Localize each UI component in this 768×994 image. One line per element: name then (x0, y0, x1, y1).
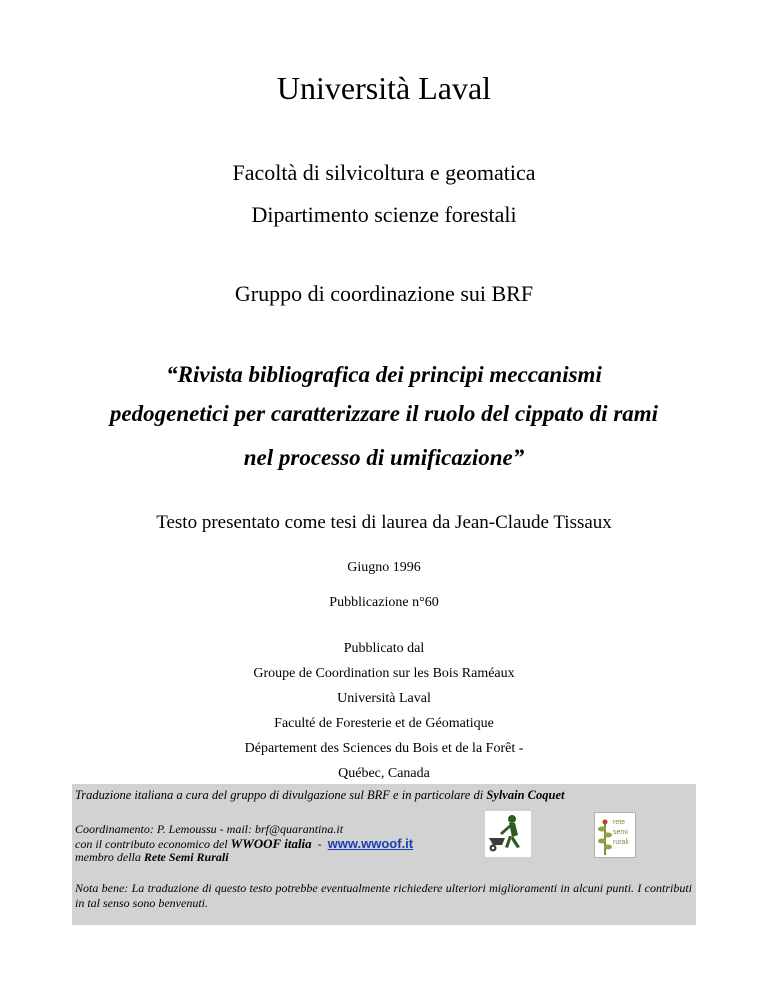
group-name: Gruppo di coordinazione sui BRF (234, 281, 534, 306)
translation-credit: Traduzione italiana a cura del gruppo di divulgazione sul BRF e in particolare di Sylvain Coquet (75, 788, 565, 802)
university-title: Università Laval (276, 70, 492, 106)
document-title-line-2: pedogenetici per caratterizzare il ruolo del cippato di rami (109, 401, 659, 426)
publisher-line: Groupe de Coordination sur les Bois Raméaux (253, 666, 515, 681)
wwoof-name: WWOOF italia (230, 836, 312, 851)
network-name: Rete Semi Rurali (143, 850, 229, 864)
document-title-line-1: “Rivista bibliografica dei principi meccanismi (166, 362, 602, 387)
translator-name: Sylvain Coquet (486, 788, 565, 802)
contribution-line: con il contributo economico del WWOOF italia - www.wwoof.it (75, 836, 414, 851)
document-title-line-3: nel processo di umificazione” (243, 445, 525, 470)
translation-footer-box (72, 784, 696, 925)
coordination-line: Coordinamento: P. Lemoussu - mail: brf@quarantina.it (75, 822, 344, 836)
publisher-line: Faculté de Foresterie et de Géomatique (274, 716, 494, 731)
faculty-name: Facoltà di silvicoltura e geomatica (232, 160, 536, 185)
membership-line: membro della Rete Semi Rurali (75, 850, 229, 864)
translation-note: Nota bene: La traduzione di questo testo potrebbe eventualmente richiedere ulteriori miglioramenti in alcuni punti. I contributi in tal senso sono benvenuti. (75, 881, 692, 910)
rete-semi-rurali-logo: rete semi rurali (594, 812, 636, 858)
publisher-line: Università Laval (337, 691, 431, 706)
publisher-line: Québec, Canada (338, 766, 430, 781)
publisher-line: Département des Sciences du Bois et de la Forêt - (244, 741, 524, 756)
thesis-author-line: Testo presentato come tesi di laurea da Jean-Claude Tissaux (156, 512, 612, 533)
wheelbarrow-gardener-icon (485, 811, 531, 857)
leaf-sprout-icon (597, 817, 613, 855)
wwoof-website-link[interactable]: www.wwoof.it (327, 836, 414, 851)
publication-number: Pubblicazione n°60 (329, 595, 439, 610)
publisher-line: Pubblicato dal (343, 641, 425, 656)
publication-date: Giugno 1996 (347, 560, 421, 575)
department-name: Dipartimento scienze forestali (251, 202, 517, 227)
